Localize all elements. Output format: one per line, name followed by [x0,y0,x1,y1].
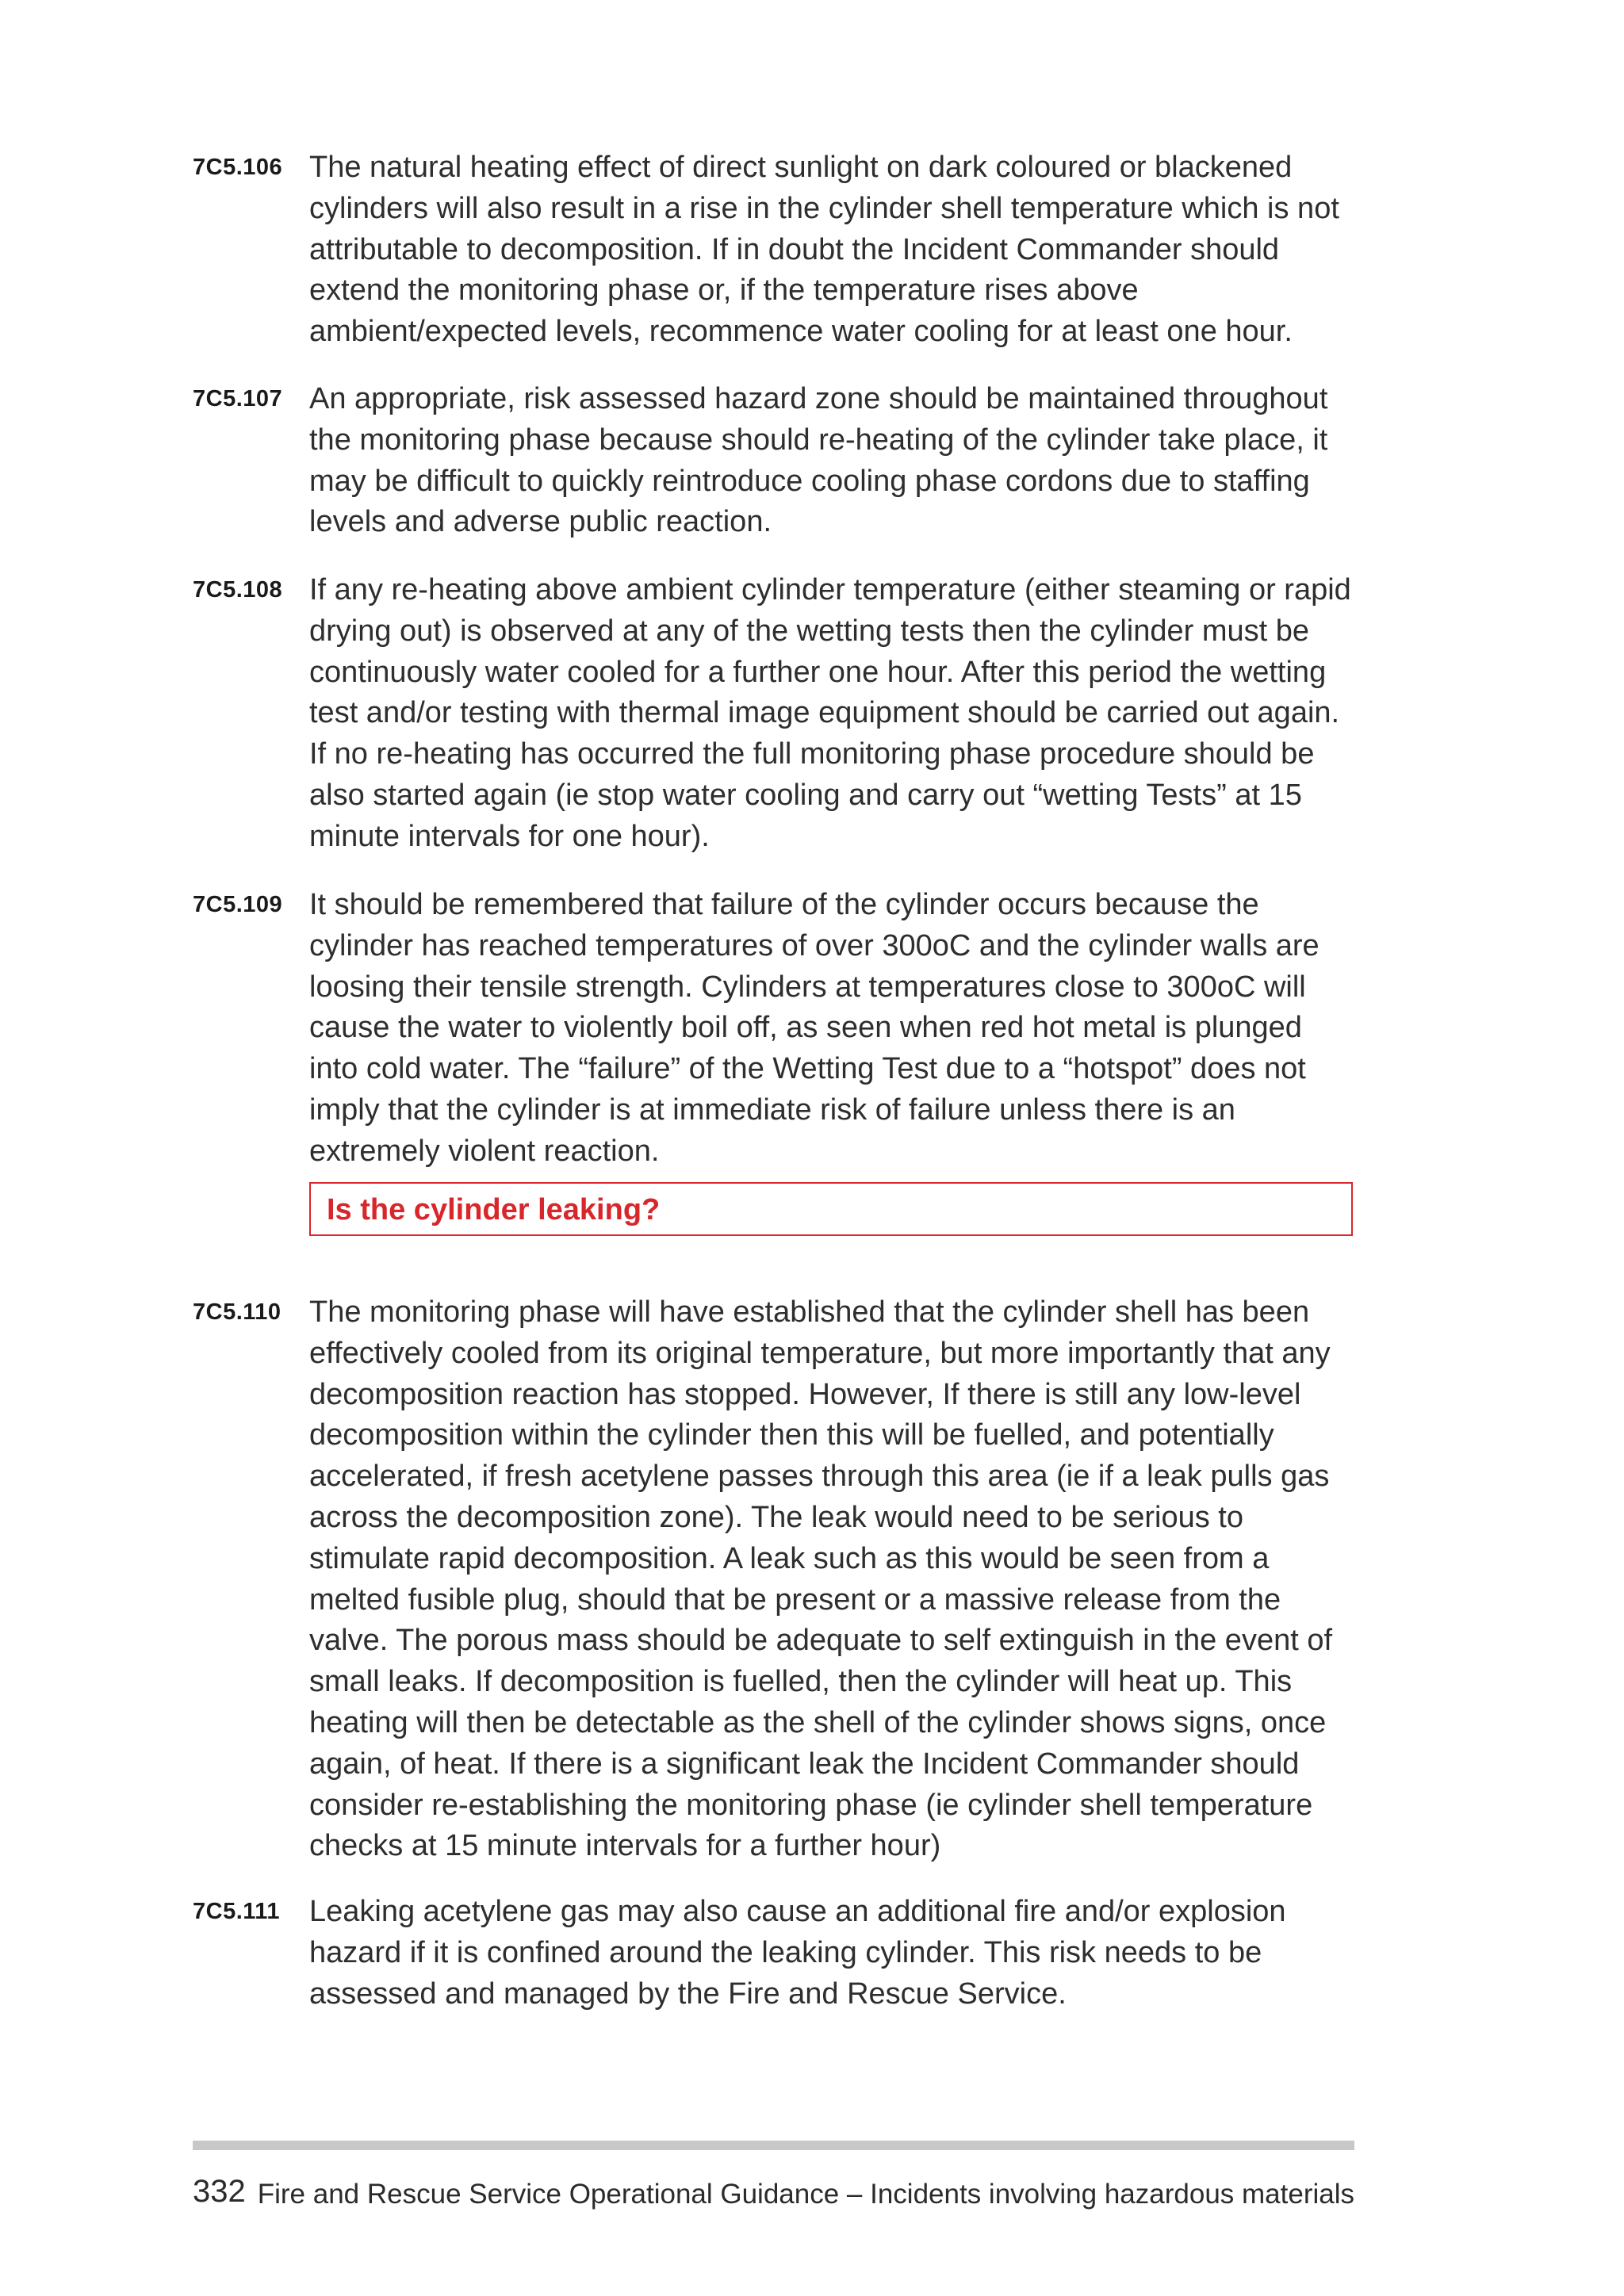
paragraph-text: The natural heating effect of direct sunlight on dark coloured or blackened cylinders will also result in a rise in the cylinder shell temperature which is not attributable to decomposition. If in doubt the Incident Commander should extend the monitoring phase or, if the temperature rises above ambient/expected levels, recommence water cooling for at least one hour. [309,151,1339,349]
section-callout-box [309,1182,1353,1236]
footer-divider [193,2141,1354,2150]
paragraph-number: 7C5.111 [193,1899,280,1924]
paragraph-number: 7C5.107 [193,386,283,411]
paragraph-number: 7C5.108 [193,577,283,603]
paragraph-text: The monitoring phase will have established that the cylinder shell has been effectively cooled from its original temperature, but more importantly that any decomposition reaction has stopped. However, If there is still any low-level decomposition within the cylinder then this will be fuelled, and potentially accelerated, if fresh acetylene passes through this area (ie if a leak pulls gas across the decomposition zone). The leak would need to be serious to stimulate rapid decomposition. A leak such as this would be seen from a melted fusible plug, should that be present or a massive release from the valve. The porous mass should be adequate to self extinguish in the event of small leaks. If decomposition is fuelled, then the cylinder will heat up. This heating will then be detectable as the shell of the cylinder shows signs, once again, of heat. If there is a significant leak the Incident Commander should consider re-establishing the monitoring phase (ie cylinder shell temperature checks at 15 minute intervals for a further hour) [309,1295,1333,1863]
paragraph-number: 7C5.110 [193,1299,282,1325]
paragraph-number: 7C5.109 [193,892,283,917]
section-heading: Is the cylinder leaking? [327,1193,661,1226]
paragraph-text: It should be remembered that failure of the cylinder occurs because the cylinder has reached temperatures of over 300oC and the cylinder walls are loosing their tensile strength. Cylinders at temperatures close to 300oC will cause the water to violently boil off, as seen when red hot metal is plunged into cold water. The “failure” of the Wetting Test due to a “hotspot” does not imply that the cylinder is at immediate risk of failure unless there is an extremely violent reaction. [309,888,1320,1168]
paragraph-text: If any re-heating above ambient cylinder temperature (either steaming or rapid drying out) is observed at any of the wetting tests then the cylinder must be continuously water cooled for a further one hour. After this period the wetting test and/or testing with thermal image equipment should be carried out again. If no re-heating has occurred the full monitoring phase procedure should be also started again (ie stop water cooling and carry out “wetting Tests” at 15 minute intervals for one hour). [309,573,1351,853]
paragraph-text: An appropriate, risk assessed hazard zone should be maintained throughout the monitoring phase because should re-heating of the cylinder take place, it may be difficult to quickly reintroduce cooling phase cordons due to staffing levels and adverse public reaction. [309,382,1328,539]
paragraph-text: Leaking acetylene gas may also cause an additional fire and/or explosion hazard if it is confined around the leaking cylinder. This risk needs to be assessed and managed by the Fire and Rescue Service. [309,1895,1286,2011]
paragraph-number: 7C5.106 [193,155,283,180]
footer-document-title: Fire and Rescue Service Operational Guidance – Incidents involving hazardous materials [257,2179,1354,2210]
page-number: 332 [193,2174,246,2209]
